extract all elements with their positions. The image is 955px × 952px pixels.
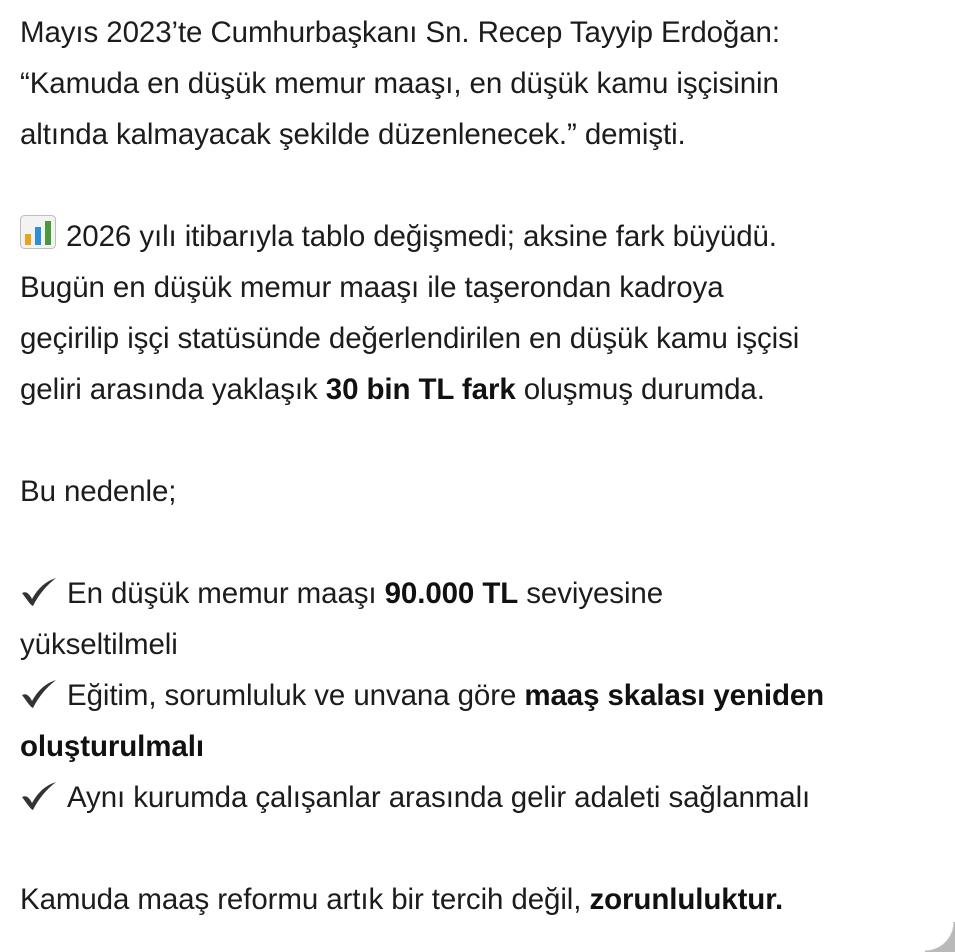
closing-pre: Kamuda maaş reformu artık bir tercih değil, — [20, 883, 590, 916]
salary-scale-text: maaş skalası yeniden — [524, 679, 825, 712]
check-mark-icon — [20, 781, 58, 811]
stats-line-4-pre: geliri arasında yaklaşık — [20, 373, 326, 406]
stats-line-4-post: oluşmuş durumda. — [515, 373, 765, 406]
salary-target: 90.000 TL — [384, 577, 519, 610]
bar-chart-icon — [20, 215, 56, 249]
closing-line — [20, 874, 950, 925]
stats-text-1: 2026 yılı itibarıyla tablo değişmedi; aksine fark büyüdü. — [66, 220, 777, 253]
demand-3 — [20, 772, 950, 823]
post-body — [20, 7, 950, 925]
demand-2-pre: Eğitim, sorumluluk ve unvana göre — [67, 679, 525, 712]
stats-line-2: Bugün en düşük memur maaşı ile taşerondan kadroya — [20, 271, 724, 304]
stats-line-4 — [20, 364, 950, 415]
intro-line-3: altında kalmayacak şekilde düzenlenecek.” demişti. — [20, 118, 686, 151]
stats-line-3: geçirilip işçi statüsünde değerlendirilen en düşük kamu işçisi — [20, 322, 800, 355]
demand-1-post: seviyesine — [518, 577, 664, 610]
screen-corner — [925, 922, 955, 952]
salary-scale-text-cont: oluşturulmalı — [20, 730, 204, 763]
stats-line-1 — [20, 211, 950, 262]
demand-1-pre: En düşük memur maaşı — [67, 577, 385, 610]
closing-emphasis: zorunluluktur. — [589, 883, 784, 916]
paragraph-spacer — [20, 415, 950, 466]
check-mark-icon — [20, 679, 58, 709]
difference-amount: 30 bin TL fark — [325, 373, 516, 406]
intro-line-2: “Kamuda en düşük memur maaşı, en düşük kamu işçisinin — [20, 67, 779, 100]
check-mark-icon — [20, 577, 58, 607]
demand-1-continuation: yükseltilmeli — [20, 628, 178, 661]
paragraph-spacer — [20, 517, 950, 568]
demand-1 — [20, 568, 950, 619]
reason-line: Bu nedenle; — [20, 475, 177, 508]
paragraph-spacer — [20, 160, 950, 211]
intro-line-1: Mayıs 2023’te Cumhurbaşkanı Sn. Recep Tayyip Erdoğan: — [20, 16, 780, 49]
demand-3-text: Aynı kurumda çalışanlar arasında gelir adaleti sağlanmalı — [67, 781, 811, 814]
demand-2 — [20, 670, 950, 721]
paragraph-spacer — [20, 823, 950, 874]
demand-2-continuation — [20, 721, 950, 772]
